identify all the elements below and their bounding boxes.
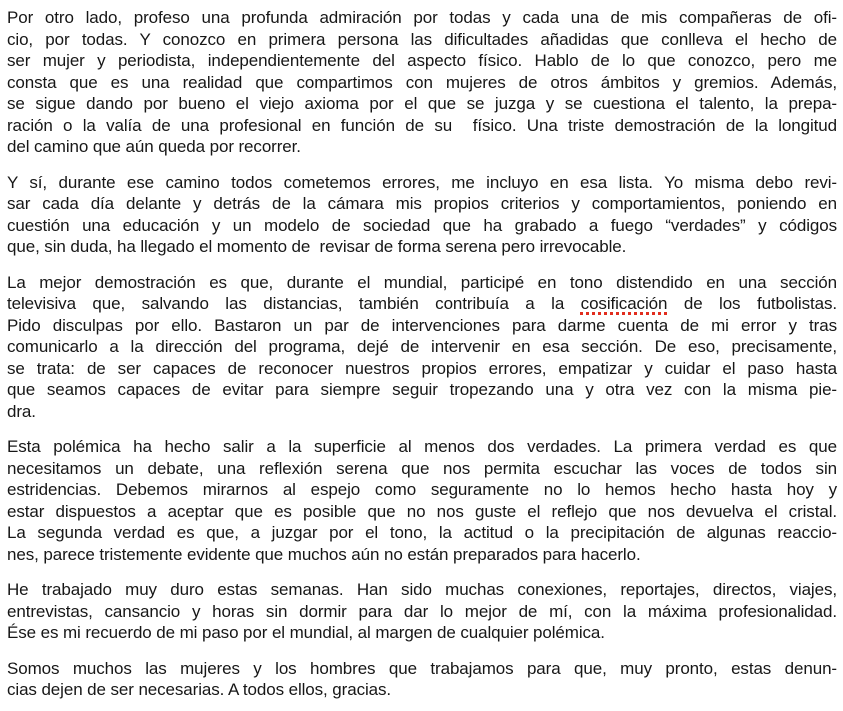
- text-line: Esta polémica ha hecho salir a la superficie al menos dos verdades. La primera verdad es que: [7, 437, 837, 456]
- text-line: He trabajado muy duro estas semanas. Han sido muchas conexiones, reportajes, directos, viajes,: [7, 580, 837, 599]
- text-line: cio, por todas. Y conozco en primera persona las dificultades añadidas que conlleva el hecho de: [7, 29, 837, 49]
- text-line: entrevistas, cansancio y horas sin dormir para dar lo mejor de mí, con la máxima profesionalidad.: [7, 601, 837, 621]
- text-line: Somos muchos las mujeres y los hombres que trabajamos para que, muy pronto, estas denun-: [7, 658, 837, 678]
- text-line: ración o la valía de una profesional en función de su físico. Una triste demostración de la longitud: [7, 115, 837, 135]
- text-line: La segunda verdad es que, a juzgar por el tono, la actitud o la precipitación de algunas reaccio-: [7, 523, 837, 542]
- text-line: del camino que aún queda por recorrer.: [7, 137, 301, 156]
- paragraph: [7, 579, 837, 644]
- misspelled-word: cosificación: [580, 294, 668, 313]
- text-line: Ése es mi recuerdo de mi paso por el mundial, al margen de cualquier polémica.: [7, 623, 605, 642]
- text-line: ser mujer y periodista, independientemente del aspecto físico. Hablo de lo que conozco, pero me: [7, 51, 837, 70]
- text-line: estar dispuestos a aceptar que es posible que no nos guste el reflejo que nos devuelva el cristal.: [7, 501, 837, 521]
- text-line: televisiva que, salvando las distancias, también contribuía a la cosificación de los futbolistas.: [7, 294, 838, 313]
- text-line: Pido disculpas por ello. Bastaron un par de intervenciones para darme cuenta de mi error y tras: [7, 315, 837, 335]
- paragraph: [7, 7, 837, 158]
- paragraph: [7, 436, 837, 565]
- paragraph: [7, 272, 837, 423]
- text-line: nes, parece tristemente evidente que muchos aún no están preparados para hacerlo.: [7, 544, 641, 564]
- text-line: Y sí, durante ese camino todos cometemos errores, me incluyo en esa lista. Yo misma debo revi-: [7, 172, 837, 192]
- paragraph: [7, 172, 837, 258]
- text-line: dra.: [7, 401, 36, 421]
- text-line: La mejor demostración es que, durante el mundial, participé en tono distendido en una sección: [7, 272, 837, 292]
- text-line: cuestión una educación y un modelo de sociedad que ha grabado a fuego “verdades” y códigos: [7, 215, 837, 235]
- text-line: que seamos capaces de evitar para siempre seguir tropezando una y otra vez con la misma pie-: [7, 380, 837, 399]
- text-line: se sigue dando por bueno el viejo axioma por el que se juzga y se cuestiona el talento, la prepa-: [7, 94, 837, 113]
- text-line: sar cada día delante y detrás de la cámara mis propios criterios y comportamientos, poniendo en: [7, 194, 837, 213]
- paragraph: [7, 658, 837, 701]
- text-line: necesitamos un debate, una reflexión serena que nos permita escuchar las voces de todos sin: [7, 458, 837, 478]
- text-line: comunicarlo a la dirección del programa, dejé de intervenir en esa sección. De eso, precisamente,: [7, 337, 837, 356]
- text-line: cias dejen de ser necesarias. A todos ellos, gracias.: [7, 680, 392, 699]
- text-line: consta que es una realidad que compartimos con mujeres de otros ámbitos y gremios. Además,: [7, 72, 837, 92]
- text-line: se trata: de ser capaces de reconocer nuestros propios errores, empatizar y cuidar el paso hasta: [7, 358, 837, 378]
- text-line: estridencias. Debemos mirarnos al espejo como seguramente no lo hemos hecho hasta hoy y: [7, 480, 837, 499]
- text-line: que, sin duda, ha llegado el momento de revisar de forma serena pero irrevocable.: [7, 237, 627, 256]
- text-line: Por otro lado, profeso una profunda admiración por todas y cada una de mis compañeras de ofi-: [7, 8, 837, 27]
